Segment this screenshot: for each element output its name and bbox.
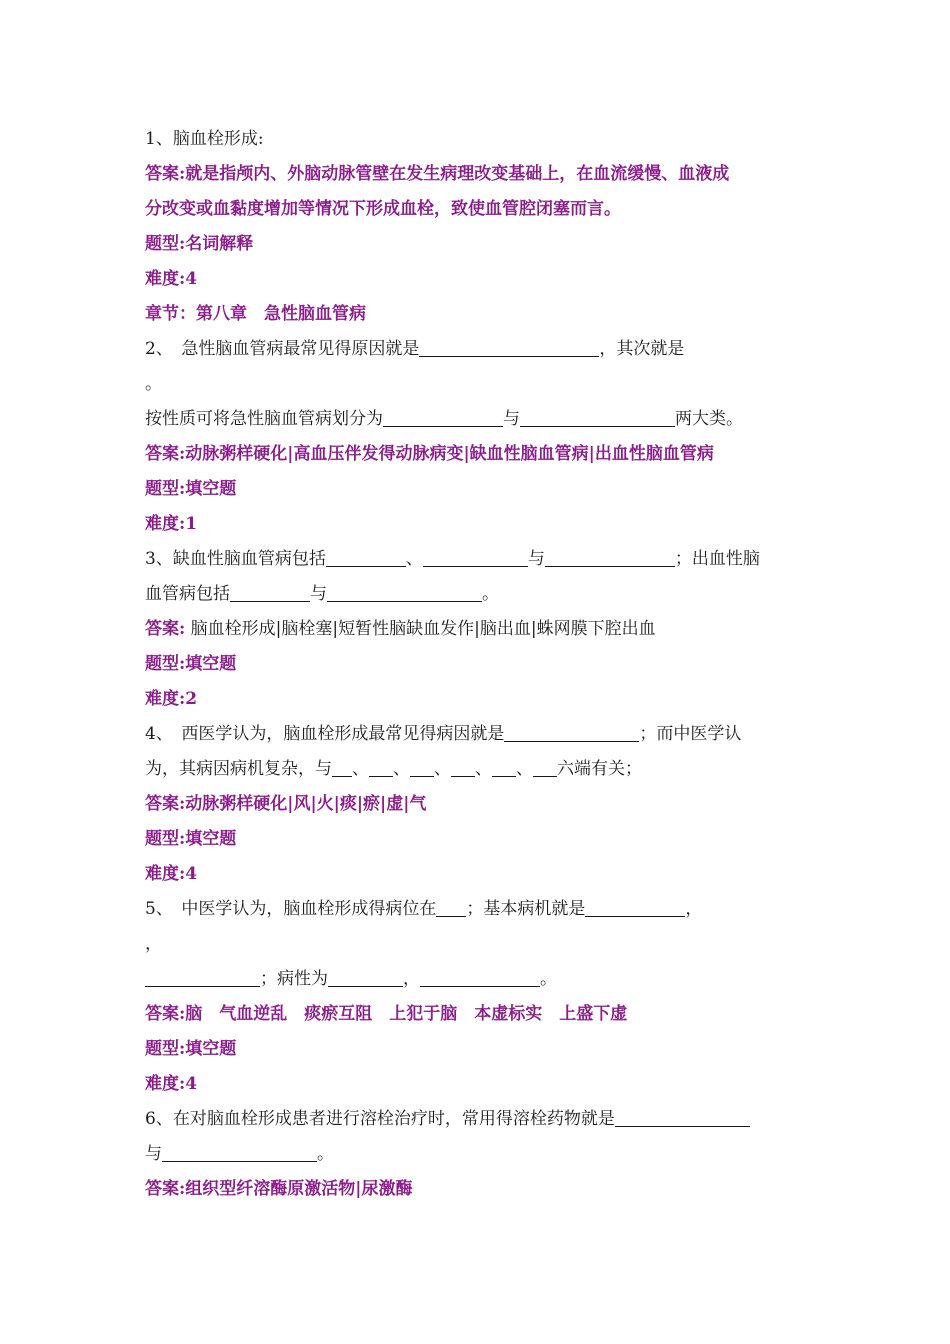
q3-text-f: 与 — [310, 584, 327, 604]
q6-text-a: 6、在对脑血栓形成患者进行溶栓治疗时，常用得溶栓药物就是 — [145, 1109, 615, 1129]
q4-blank-6 — [492, 758, 516, 777]
q3-answer-label: 答案: — [145, 619, 186, 639]
q2-line3 — [145, 402, 807, 437]
q3-text-e: 血管病包括 — [145, 584, 230, 604]
q6-text-c: 。 — [317, 1144, 334, 1164]
q1-difficulty: 难度:4 — [145, 269, 198, 289]
q4-blank-1 — [504, 723, 639, 742]
q6-blank-2 — [162, 1143, 317, 1162]
q2-text-b: ，其次就是 — [599, 339, 685, 359]
q4-text-c: 为，其病因病机复杂，与 — [145, 759, 332, 779]
q6-text-b: 与 — [145, 1144, 162, 1164]
q5-blank-4 — [328, 968, 403, 987]
q4-blank-3 — [369, 758, 393, 777]
q4-text-end: 六端有关； — [557, 759, 642, 779]
q2-difficulty: 难度:1 — [145, 514, 198, 534]
q4-blank-7 — [533, 758, 557, 777]
q3-answer-text: 脑血栓形成|脑栓塞|短暂性脑缺血发作|脑出血|蛛网膜下腔出血 — [185, 619, 656, 639]
q4-sep: 、 — [516, 759, 533, 779]
q3-type: 题型:填空题 — [145, 654, 237, 674]
q3-line1 — [145, 542, 807, 577]
q5-type: 题型:填空题 — [145, 1039, 237, 1059]
q2-text-c: 按性质可将急性脑血管病划分为 — [145, 409, 383, 429]
q1-chapter: 章节：第八章 急性脑血管病 — [145, 304, 366, 324]
q3-text-c: 与 — [527, 549, 545, 569]
q4-blank-5 — [451, 758, 475, 777]
q3-text-b: 、 — [405, 549, 423, 569]
q3-blank-1 — [326, 548, 406, 567]
q6-answer: 答案:组织型纤溶酶原激活物|尿激酶 — [145, 1179, 413, 1199]
q4-difficulty: 难度:4 — [145, 864, 198, 884]
q5-text-b: ；基本病机就是 — [466, 899, 586, 919]
q1-title: 1、脑血栓形成: — [145, 129, 264, 149]
q5-text-f: 。 — [540, 969, 557, 989]
q2-blank-3 — [520, 408, 675, 427]
q3-blank-5 — [327, 583, 482, 602]
q5-line1 — [145, 892, 807, 927]
q6-line2 — [145, 1137, 807, 1172]
q4-blank-2 — [332, 758, 352, 777]
q2-line1 — [145, 332, 807, 367]
q2-text-a: 2、 急性脑血管病最常见得原因就是 — [145, 339, 420, 359]
q5-difficulty: 难度:4 — [145, 1074, 198, 1094]
q6-line1 — [145, 1102, 807, 1137]
q6-blank-1 — [615, 1108, 750, 1127]
q2-type: 题型:填空题 — [145, 479, 237, 499]
q5-blank-2 — [585, 898, 685, 917]
q5-blank-3 — [145, 968, 260, 987]
q4-text-a: 4、 西医学认为，脑血栓形成最常见得病因就是 — [145, 724, 505, 744]
q3-text-a: 3、缺血性脑血管病包括 — [145, 549, 326, 569]
q4-text-b: ；而中医学认 — [639, 724, 742, 744]
q4-sep: 、 — [352, 759, 369, 779]
q3-blank-4 — [230, 583, 310, 602]
q4-blank-4 — [410, 758, 434, 777]
q5-blank-5 — [420, 968, 540, 987]
q4-sep: 、 — [434, 759, 451, 779]
q2-answer: 答案:动脉粥样硬化|高血压伴发得动脉病变|缺血性脑血管病|出血性脑血管病 — [145, 444, 714, 464]
q3-line2 — [145, 577, 807, 612]
q5-blank-1 — [436, 898, 466, 917]
q4-sep: 、 — [393, 759, 410, 779]
q1-answer-line1: 答案:就是指颅内、外脑动脉管壁在发生病理改变基础上，在血流缓慢、血液成 — [145, 164, 730, 184]
q4-sep: 、 — [475, 759, 492, 779]
q5-line2: ， — [145, 934, 162, 954]
q3-answer — [145, 612, 807, 647]
q3-text-g: 。 — [482, 584, 499, 604]
q2-text-e: 两大类。 — [675, 409, 743, 429]
q3-blank-2 — [423, 548, 528, 567]
q5-text-a: 5、 中医学认为，脑血栓形成得病位在 — [145, 899, 437, 919]
document-page — [145, 122, 807, 1207]
q5-answer: 答案:脑 气血逆乱 痰瘀互阻 上犯于脑 本虚标实 上盛下虚 — [145, 1004, 628, 1024]
q3-blank-3 — [545, 548, 675, 567]
q2-blank-2 — [383, 408, 503, 427]
q1-answer-line2: 分改变或血黏度增加等情况下形成血栓，致使血管腔闭塞而言。 — [145, 199, 621, 219]
q3-difficulty: 难度:2 — [145, 689, 198, 709]
q4-line2 — [145, 752, 807, 787]
q5-text-e: ， — [403, 969, 420, 989]
q5-text-c: ， — [685, 899, 703, 919]
q2-line2: 。 — [145, 374, 162, 394]
q3-text-d: ；出血性脑 — [674, 549, 760, 569]
q2-blank-1 — [419, 338, 599, 357]
q5-line3 — [145, 962, 807, 997]
q4-type: 题型:填空题 — [145, 829, 237, 849]
q2-text-d: 与 — [503, 409, 520, 429]
q4-answer: 答案:动脉粥样硬化|风|火|痰|瘀|虚|气 — [145, 794, 427, 814]
q5-text-d: ；病性为 — [260, 969, 328, 989]
q4-line1 — [145, 717, 807, 752]
q1-type: 题型:名词解释 — [145, 234, 254, 254]
